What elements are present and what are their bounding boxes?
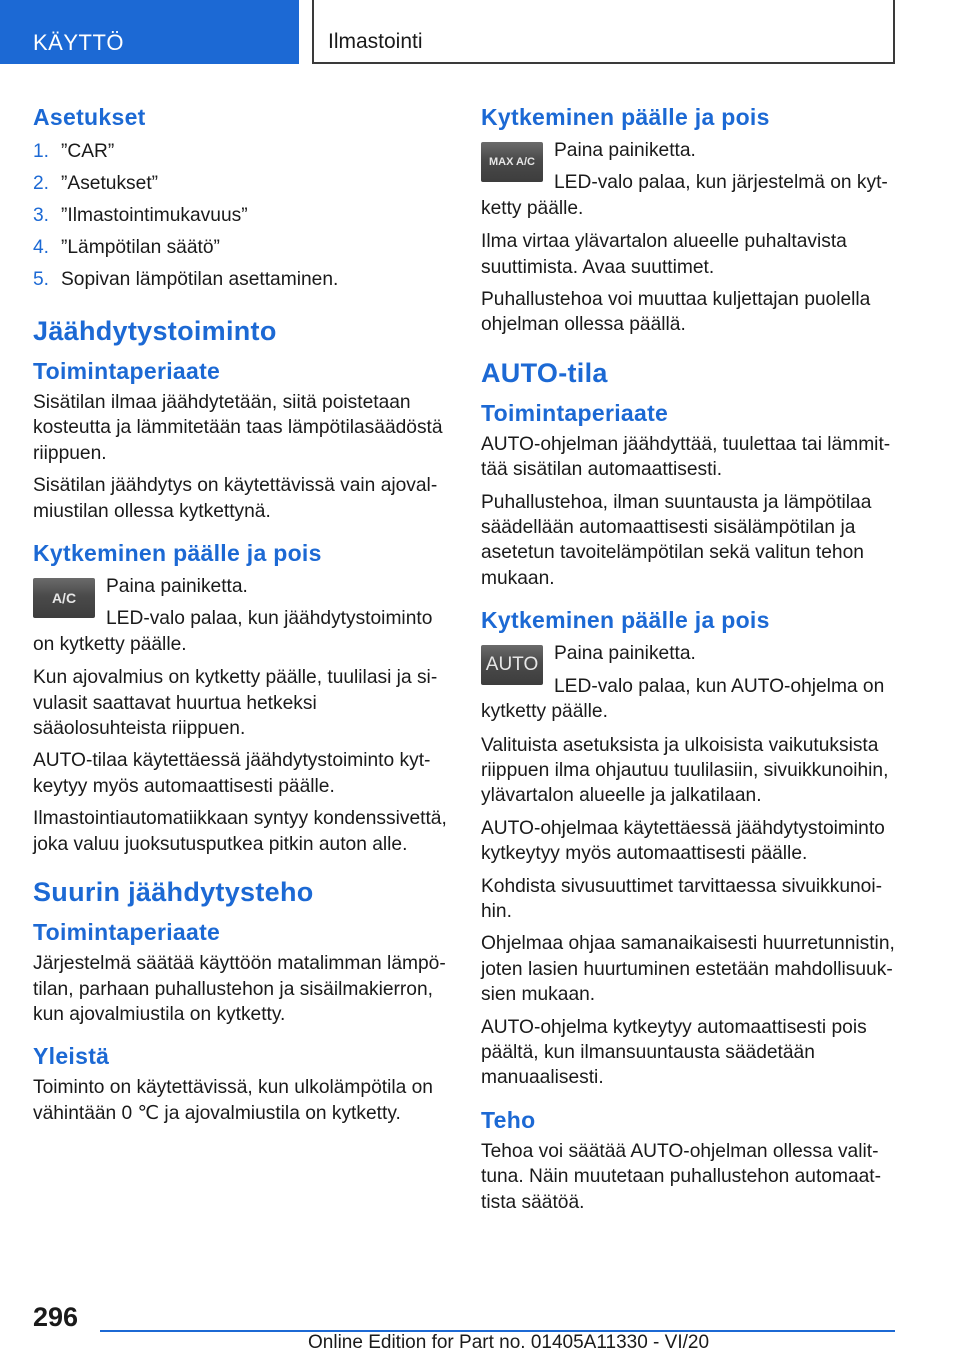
cooling-principle-text: Sisätilan ilmaa jäähdytetään, siitä poistetaan kosteutta ja lämmitetään taas lämpötilasäädöstä riippuen. bbox=[33, 392, 443, 464]
left-column bbox=[33, 100, 448, 1133]
step-item bbox=[33, 136, 448, 168]
auto-principle-heading: Toimintaperiaate bbox=[481, 399, 669, 426]
ac-button-instruction bbox=[33, 574, 448, 657]
chapter-title: Ilmastointi bbox=[312, 0, 895, 64]
maxac-button-icon: MAX A/C bbox=[481, 142, 543, 182]
press-button-text: Paina painiketta. bbox=[106, 576, 248, 598]
auto-text: AUTO-ohjelma kytkeytyy automaattisesti pois päältä, kun ilmansuuntausta säädetään manuaalisesti. bbox=[481, 1016, 867, 1089]
right-column bbox=[481, 100, 896, 1222]
step-item bbox=[33, 168, 448, 200]
step-item bbox=[33, 264, 448, 296]
auto-text: Ohjelmaa ohjaa samanaikaisesti huurretunnistin, joten lasien huurtuminen estetään mahdollisuuksien mukaan. bbox=[481, 933, 895, 1006]
max-principle-text: Järjestelmä säätää käyttöön matalimman lämpötilan, parhaan puhallustehon ja sisäilmakierron, kun ajovalmiustila on kytketty. bbox=[33, 953, 446, 1025]
section-tab: KÄYTTÖ bbox=[0, 0, 299, 64]
ac-button-icon: A/C bbox=[33, 578, 95, 618]
power-text: Tehoa voi säätää AUTO-ohjelman ollessa valittuna. Näin muutetaan puhallustehon automaattista säätöä. bbox=[481, 1140, 882, 1213]
auto-text: AUTO-ohjelmaa käytettäessä jäähdytystoiminto kytkeytyy myös automaattisesti päälle. bbox=[481, 817, 885, 865]
led-text: LED-valo palaa, kun jäähdytystoiminto on kytketty päälle. bbox=[33, 608, 433, 655]
cooling-text: Ilmastointiautomatiikkaan syntyy kondenssivettä, joka valuu juoksutusputkea pitkin auton alle. bbox=[33, 808, 447, 855]
step-number: 4. bbox=[33, 237, 50, 258]
step-text: ”Asetukset” bbox=[61, 173, 159, 194]
auto-principle-text: Puhallustehoa, ilman suuntausta ja lämpötilaa säädellään automaattisesti sisälämpötilan ja asetetun tavoitelämpötilan sekä valitun tehon mukaan. bbox=[481, 491, 872, 589]
step-item bbox=[33, 200, 448, 232]
auto-button-instruction bbox=[481, 641, 896, 724]
max-text: Puhallustehoa voi muuttaa kuljettajan puolella ohjelman ollessa päällä. bbox=[481, 289, 871, 336]
cooling-onoff-heading: Kytkeminen päälle ja pois bbox=[33, 540, 322, 567]
step-text: ”Lämpötilan säätö” bbox=[61, 237, 220, 258]
page-number: 296 bbox=[33, 1302, 79, 1332]
step-number: 3. bbox=[33, 205, 50, 226]
max-text: Ilma virtaa ylävartalon alueelle puhaltavista suuttimista. Avaa suuttimet. bbox=[481, 231, 847, 278]
step-number: 1. bbox=[33, 141, 50, 162]
auto-onoff-heading: Kytkeminen päälle ja pois bbox=[481, 607, 770, 634]
step-text: ”CAR” bbox=[61, 141, 115, 162]
auto-text: Kohdista sivusuuttimet tarvittaessa sivuikkunoihin. bbox=[481, 875, 882, 922]
power-heading: Teho bbox=[481, 1106, 536, 1133]
press-button-text: Paina painiketta. bbox=[554, 140, 696, 161]
max-cooling-heading: Suurin jäähdytysteho bbox=[33, 877, 314, 908]
cooling-heading: Jäähdytystoiminto bbox=[33, 316, 277, 346]
auto-heading: AUTO-tila bbox=[481, 357, 608, 388]
step-text: Sopivan lämpötilan asettaminen. bbox=[61, 269, 339, 290]
edition-note: Online Edition for Part no. 01405A11330 - VI/20 bbox=[308, 1332, 710, 1353]
step-number: 2. bbox=[33, 173, 50, 194]
settings-heading: Asetukset bbox=[33, 104, 146, 130]
step-number: 5. bbox=[33, 269, 50, 290]
max-principle-heading: Toimintaperiaate bbox=[33, 919, 221, 946]
general-text: Toiminto on käytettävissä, kun ulkolämpötila on vähintään 0 ℃ ja ajovalmiustila on kytketty. bbox=[33, 1077, 433, 1124]
max-onoff-heading: Kytkeminen päälle ja pois bbox=[481, 104, 770, 130]
led-text: LED-valo palaa, kun järjestelmä on kytketty päälle. bbox=[481, 172, 888, 219]
auto-text: Valituista asetuksista ja ulkoisista vaikutuksista riippuen ilma ohjautuu tuulilasiin, sivuikkunoihin, ylävartalon alueelle ja jalkatilaan. bbox=[481, 734, 889, 807]
settings-steps bbox=[33, 136, 448, 296]
cooling-principle-heading: Toimintaperiaate bbox=[33, 358, 221, 384]
maxac-button-instruction bbox=[481, 138, 896, 221]
step-item bbox=[33, 232, 448, 264]
general-heading: Yleistä bbox=[33, 1043, 110, 1070]
cooling-text: AUTO-tilaa käytettäessä jäähdytystoiminto kytkeytyy myös automaattisesti päälle. bbox=[33, 750, 431, 797]
step-text: ”Ilmastointimukavuus” bbox=[61, 205, 248, 226]
auto-button-icon: AUTO bbox=[481, 645, 543, 685]
cooling-text: Kun ajovalmius on kytketty päälle, tuulilasi ja sivulasit saattavat huurtua hetkeksi sääolosuhteista riippuen. bbox=[33, 667, 438, 740]
led-text: LED-valo palaa, kun AUTO-ohjelma on kytketty päälle. bbox=[481, 675, 885, 723]
press-button-text: Paina painiketta. bbox=[554, 643, 696, 665]
cooling-principle-text: Sisätilan jäähdytys on käytettävissä vain ajovalmiustilan ollessa kytkettynä. bbox=[33, 475, 438, 522]
auto-principle-text: AUTO-ohjelman jäähdyttää, tuulettaa tai lämmittää sisätilan automaattisesti. bbox=[481, 433, 891, 481]
